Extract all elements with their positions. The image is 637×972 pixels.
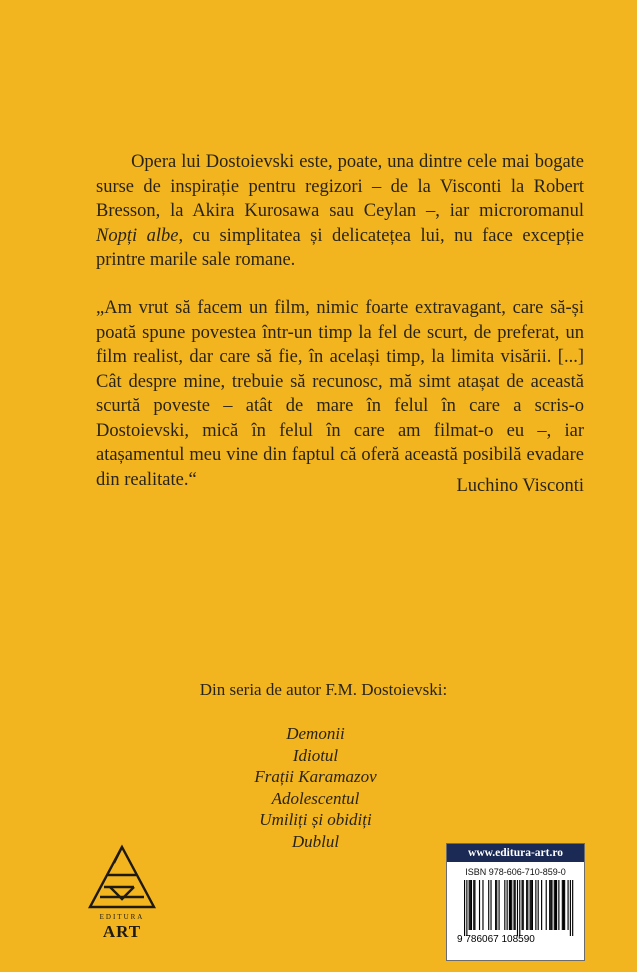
barcode-bar	[471, 880, 472, 930]
barcode-bar	[517, 880, 518, 936]
series-titles	[0, 723, 637, 852]
barcode-bar	[507, 880, 508, 930]
barcode-bar	[511, 880, 512, 930]
barcode-bar	[504, 880, 505, 930]
series-title: Demonii	[286, 724, 345, 743]
barcode-bar	[469, 880, 470, 930]
barcode-bar	[513, 880, 514, 930]
barcode-bar	[550, 880, 551, 930]
quote-author: Luchino Visconti	[456, 476, 584, 496]
barcode-bar	[549, 880, 550, 930]
barcode-bar	[535, 880, 536, 930]
barcode-bar	[527, 880, 528, 930]
series-title: Frații Karamazov	[254, 767, 377, 786]
publisher-name: ART	[102, 922, 142, 941]
barcode-bar	[530, 880, 531, 930]
barcode-bar	[570, 880, 571, 936]
barcode-bar	[551, 880, 552, 930]
series-title: Dublul	[291, 831, 340, 851]
series-title: Idiotul	[292, 745, 339, 765]
barcode-bar	[490, 880, 491, 930]
isbn-number: ISBN 978-606-710-859-0	[465, 867, 566, 877]
barcode-bar	[523, 880, 524, 930]
blurb-text-1: Opera lui Dostoievski este, poate, una dintre cele mai bogate surse de inspirație pentru regizori – de la Visconti la Robert Bresson, la Akira Kurosawa sau Ceylan –, iar microromanul	[96, 152, 585, 221]
barcode-bar	[473, 880, 474, 930]
barcode-bar	[509, 880, 510, 930]
barcode-bar	[568, 880, 569, 930]
barcode-bar	[482, 880, 483, 930]
barcode-bar	[488, 880, 489, 930]
barcode-bar	[496, 880, 497, 930]
barcode-bar	[556, 880, 557, 930]
barcode-bar	[526, 880, 527, 930]
series-heading: Din seria de autor F.M. Dostoievski:	[199, 680, 448, 699]
barcode-bar	[510, 880, 511, 930]
barcode-bar	[479, 880, 480, 930]
barcode-bar	[562, 880, 563, 930]
barcode-bar	[519, 880, 520, 936]
barcode-bar	[495, 880, 496, 930]
barcode-bar	[532, 880, 533, 930]
barcode-digits: 9 786067 108590	[457, 934, 535, 945]
series-title: Umiliți și obidiți	[259, 810, 372, 829]
barcode-bar	[515, 880, 516, 930]
barcode-bar	[541, 880, 542, 930]
series-title: Adolescentul	[271, 788, 360, 808]
imprint-label: EDITURA	[99, 913, 145, 921]
barcode-bar	[563, 880, 564, 930]
barcode-icon	[453, 880, 578, 950]
blurb-text-2: , cu simplitatea și delicatețea lui, nu face excepție printre marile sale romane.	[96, 225, 584, 270]
barcode-bar	[474, 880, 475, 930]
barcode-block	[446, 843, 585, 961]
barcode-bar	[466, 880, 467, 936]
barcode-bar	[554, 880, 555, 930]
publisher-website: www.editura-art.ro	[447, 844, 584, 862]
barcode-bar	[564, 880, 565, 930]
barcode-bar	[546, 880, 547, 930]
barcode-bar	[558, 880, 559, 930]
series-list-section	[0, 679, 637, 852]
publisher-logo-icon	[86, 841, 158, 961]
barcode-bar	[538, 880, 539, 930]
barcode-bar	[555, 880, 556, 930]
barcode-bar	[572, 880, 573, 936]
barcode-bar	[499, 880, 500, 930]
visconti-quote: „Am vrut să facem un film, nimic foarte extravagant, care să-și poată spune povestea într-un timp la fel de scurt, de preferat, un film realist, dar care să fie, în același timp, la limita visării. [...] Cât despre mine, trebuie să recunosc, mă simt atașat de această scurtă poveste – atât de mare în felul în care a scris-o Dostoievski, mică în felul în care am filmat-o eu –, iar atașamentul meu vine din faptul că oferă această posibilă evadare din realitate.“	[96, 298, 584, 490]
barcode-bar	[464, 880, 465, 936]
book-title-italic: Nopți albe	[96, 225, 179, 246]
cover-blurb	[96, 150, 584, 273]
barcode-bar	[522, 880, 523, 930]
barcode-bar	[470, 880, 471, 930]
barcode-bar	[531, 880, 532, 930]
